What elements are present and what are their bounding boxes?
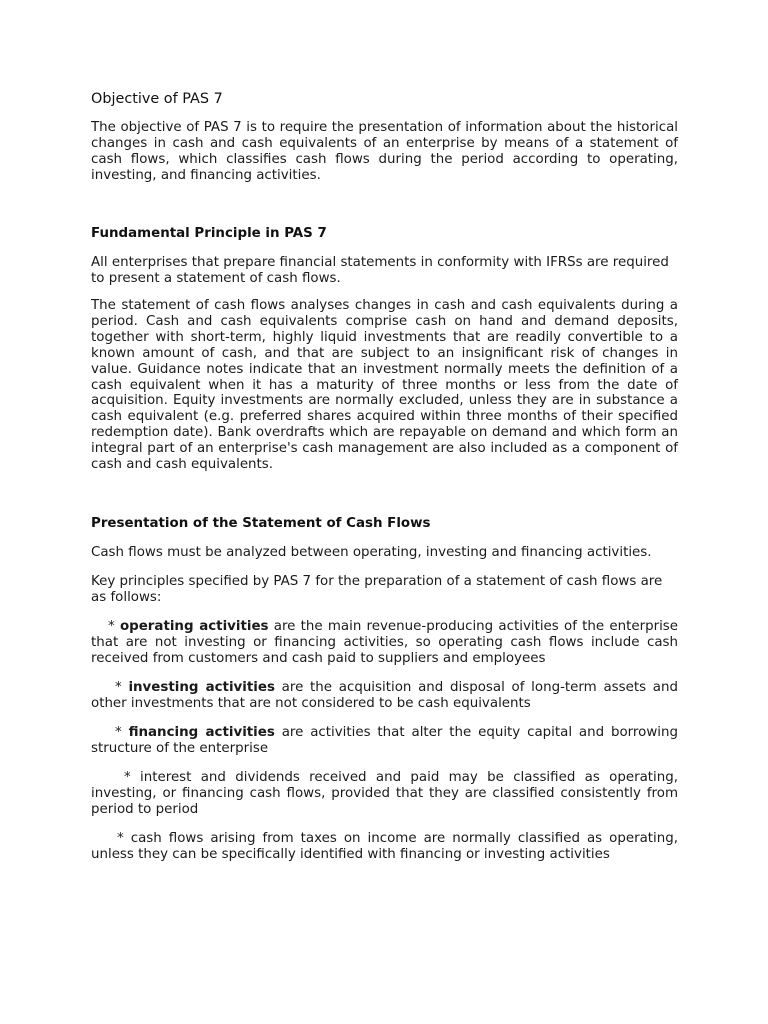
bullet-marker: *	[115, 725, 129, 740]
paragraph-presentation-2: Key principles specified by PAS 7 for the preparation of a statement of cash flows are as follows:	[91, 574, 663, 605]
bullet-taxes-on-income	[91, 831, 678, 863]
bullet-text: are the acquisition and disposal of long-term assets and other investments that are not considered to be cash equivalents	[91, 680, 678, 711]
bullet-term: investing activities	[128, 680, 275, 695]
heading-objective: Objective of PAS 7	[91, 91, 223, 107]
bullet-marker: *	[117, 831, 131, 846]
heading-presentation: Presentation of the Statement of Cash Flows	[91, 516, 431, 531]
bullet-operating-activities	[91, 619, 678, 667]
bullet-term: operating activities	[119, 619, 269, 634]
bullet-text: are the main revenue-producing activities of the enterprise that are not investing or financing activities, so operating cash flows include cash received from customers and cash paid to suppliers and employees	[91, 619, 679, 666]
paragraph-fundamental-1: All enterprises that prepare financial statements in conformity with IFRSs are required to present a statement of cash flows.	[91, 255, 669, 286]
bullet-investing-activities	[91, 680, 678, 712]
paragraph-fundamental-2: The statement of cash flows analyses changes in cash and cash equivalents during a period. Cash and cash equivalents comprise cash on hand and demand deposits, together with short-term, highly liquid investments that are readily convertible to a known amount of cash, and that are subject to an insignificant risk of changes in value. Guidance notes indicate that an investment normally meets the definition of a cash equivalent when it has a maturity of three months or less from the date of acquisition. Equity investments are normally excluded, unless they are in substance a cash equivalent (e.g. preferred shares acquired within three months of their specified redemption date). Bank overdrafts which are repayable on demand and which form an integral part of an enterprise's cash management are also included as a component of cash and cash equivalents.	[91, 298, 678, 473]
bullet-text: cash flows arising from taxes on income are normally classified as operating, unless they can be specifically identified with financing or investing activities	[91, 831, 679, 862]
bullet-marker: *	[108, 619, 120, 634]
bullet-financing-activities	[91, 725, 678, 757]
bullet-marker: *	[124, 770, 141, 785]
bullet-text: interest and dividends received and paid may be classified as operating, investing, or financing cash flows, provided that they are classified consistently from period to period	[91, 770, 679, 817]
bullet-text: are activities that alter the equity capital and borrowing structure of the enterprise	[91, 725, 678, 756]
bullet-term: financing activities	[128, 725, 275, 740]
bullet-interest-dividends	[91, 770, 678, 818]
paragraph-objective: The objective of PAS 7 is to require the presentation of information about the historical changes in cash and cash equivalents of an enterprise by means of a statement of cash flows, which classifies cash flows during the period according to operating, investing, and financing activities.	[91, 120, 678, 183]
bullet-marker: *	[115, 680, 129, 695]
heading-fundamental-principle: Fundamental Principle in PAS 7	[91, 226, 327, 241]
paragraph-presentation-1: Cash flows must be analyzed between operating, investing and financing activities.	[91, 545, 652, 560]
